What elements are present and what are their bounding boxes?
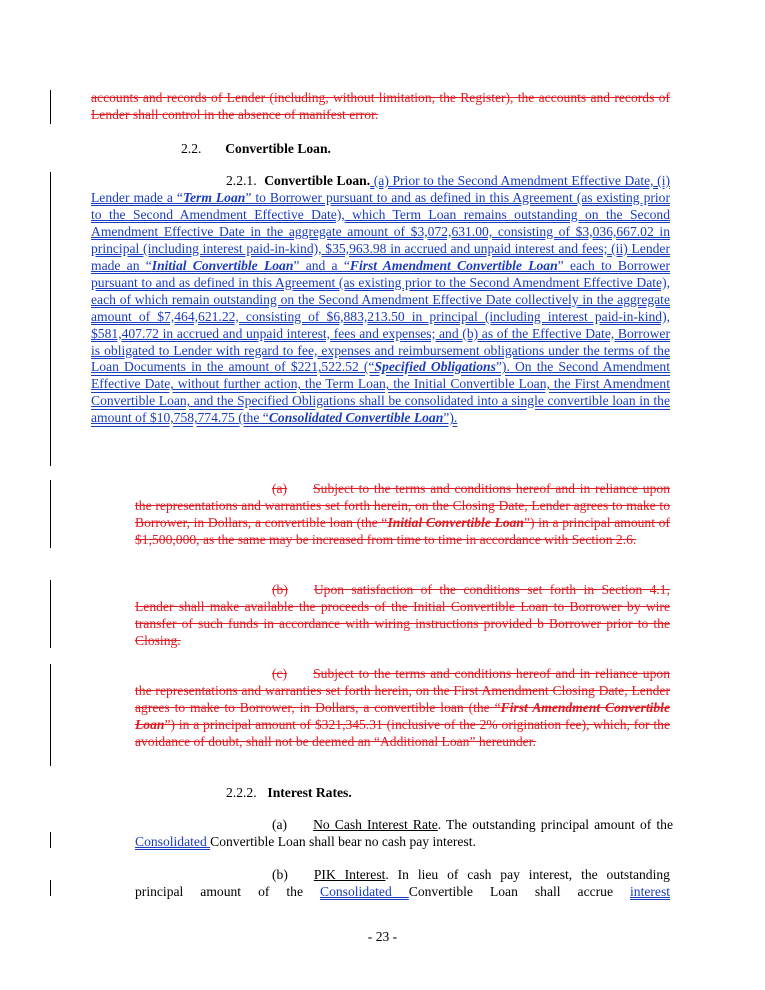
clause-label: (c) xyxy=(272,666,288,681)
deleted-text: Upon satisfaction of the conditions set forth in Section 4.1, Lender shall make available the proceeds of the Initial Convertible Loan to Borrower by wire transfer of such funds in accordance with wiring instructions provided b Borrower prior to the Closing. xyxy=(135,582,670,648)
deleted-paragraph-c xyxy=(135,666,670,751)
body-text: Convertible Loan shall accrue xyxy=(408,883,630,899)
deleted-text: Subject to the terms and conditions hereof and in reliance upon the representations and warranties set forth herein, on the First Amendment Closing Date, Lender agrees to make to Borrower, in Dollars, a convertible loan (the “ xyxy=(135,666,670,715)
inserted-text: ” and a “ xyxy=(293,257,350,273)
defined-term: Initial Convertible Loan xyxy=(151,257,294,273)
section-number: 2.2. xyxy=(181,141,202,156)
clause-label: (b) xyxy=(272,867,288,882)
clause-heading: No Cash Interest Rate xyxy=(313,817,438,832)
deleted-text: ”) in a principal amount of $1,500,000, as the same may be increased from time to time in accordance with Section 2.6. xyxy=(135,514,670,547)
change-bar xyxy=(50,172,51,466)
section-2-2-2-heading xyxy=(226,785,626,802)
deleted-text: Subject to the terms and conditions hereof and in reliance upon the representations and warranties set forth herein, on the Closing Date, Lender agrees to make to Borrower, in Dollars, a convertible loan (the “ xyxy=(135,481,670,530)
clause-label: (b) xyxy=(272,582,288,597)
inserted-text: ” to Borrower pursuant to and as defined in this Agreement (as existing prior to the Second Amendment Effective Date), which Term Loan remains outstanding on the Second Amendment Effective Date in the aggregate amount of $3,072,631.00, consisting of $3,036,667.02 in principal (including interest paid-in-kind), $35,963.98 in accrued and unpaid interest and fees; (ii) Lender made an “ xyxy=(91,189,670,273)
section-number: 2.2.1. xyxy=(226,173,257,188)
inserted-text: (a) Prior to the Second Amendment Effective Date, (i) Lender made a “ xyxy=(91,173,670,205)
clause-heading: PIK Interest xyxy=(313,867,386,882)
change-bar xyxy=(50,580,51,648)
section-title: Convertible Loan. xyxy=(225,141,331,156)
section-2-2-heading xyxy=(181,141,581,158)
section-number: 2.2.2. xyxy=(226,785,257,800)
change-bar xyxy=(50,664,51,766)
change-bar xyxy=(50,90,51,124)
inserted-text: Consolidated xyxy=(320,883,409,899)
change-bar xyxy=(50,480,51,548)
defined-term: Specified Obligations xyxy=(374,359,496,375)
inserted-text: ”). xyxy=(443,410,458,426)
section-2-2-1-paragraph xyxy=(91,173,670,427)
deleted-paragraph-a xyxy=(135,481,670,549)
defined-term: Initial Convertible Loan xyxy=(387,514,524,530)
defined-term: Term Loan xyxy=(182,189,246,205)
inserted-text: interest xyxy=(630,883,671,899)
defined-term: First Amendment Convertible Loan xyxy=(349,257,558,273)
deleted-paragraph-b xyxy=(135,582,670,650)
body-text: . In lieu of cash pay interest, the outstanding principal amount of the xyxy=(135,867,670,899)
deleted-paragraph-records: accounts and records of Lender (including, without limitation, the Register), the accounts and records of Lender shall control in the absence of manifest error. xyxy=(91,90,670,122)
deleted-text: ”) in a principal amount of $321,345.31 (inclusive of the 2% origination fee), which, for the avoidance of doubt, shall not be deemed an “Additional Loan” hereunder. xyxy=(135,716,670,749)
body-text: . The outstanding principal amount of the xyxy=(437,817,673,832)
section-title: Convertible Loan. xyxy=(264,173,371,188)
inserted-text: ”). On the Second Amendment Effective Date, without further action, the Term Loan, the Initial Convertible Loan, the First Amendment Convertible Loan, and the Specified Obligations shall be consolidated into a single convertible loan in the amount of $10,758,774.75 (the “ xyxy=(91,359,670,426)
section-title: Interest Rates. xyxy=(267,785,352,800)
interest-paragraph-a xyxy=(135,817,673,851)
page-number: - 23 - xyxy=(367,929,398,944)
interest-paragraph-b xyxy=(135,867,670,901)
clause-label: (a) xyxy=(272,817,288,832)
inserted-text: ” each to Borrower pursuant to and as defined in this Agreement (as existing prior to the Second Amendment Effective Date), each of which remain outstanding on the Second Amendment Effective Date collectively in the aggregate amount of $7,464,621.22, consisting of $6,883,213.50 in principal (including interest paid-in-kind), $581,407.72 in accrued and unpaid interest, fees and expenses; and (b) as of the Effective Date, Borrower is obligated to Lender with regard to fee, expenses and reimbursement obligations under the terms of the Loan Documents in the amount of $221,522.52 (“ xyxy=(91,257,670,375)
defined-term: Consolidated Convertible Loan xyxy=(268,410,444,426)
change-bar xyxy=(50,880,51,896)
body-text: Convertible Loan shall bear no cash pay interest. xyxy=(210,833,476,849)
clause-label: (a) xyxy=(272,481,288,496)
defined-term: First Amendment Convertible Loan xyxy=(135,699,670,732)
inserted-text: Consolidated xyxy=(135,833,211,849)
change-bar xyxy=(50,832,51,848)
